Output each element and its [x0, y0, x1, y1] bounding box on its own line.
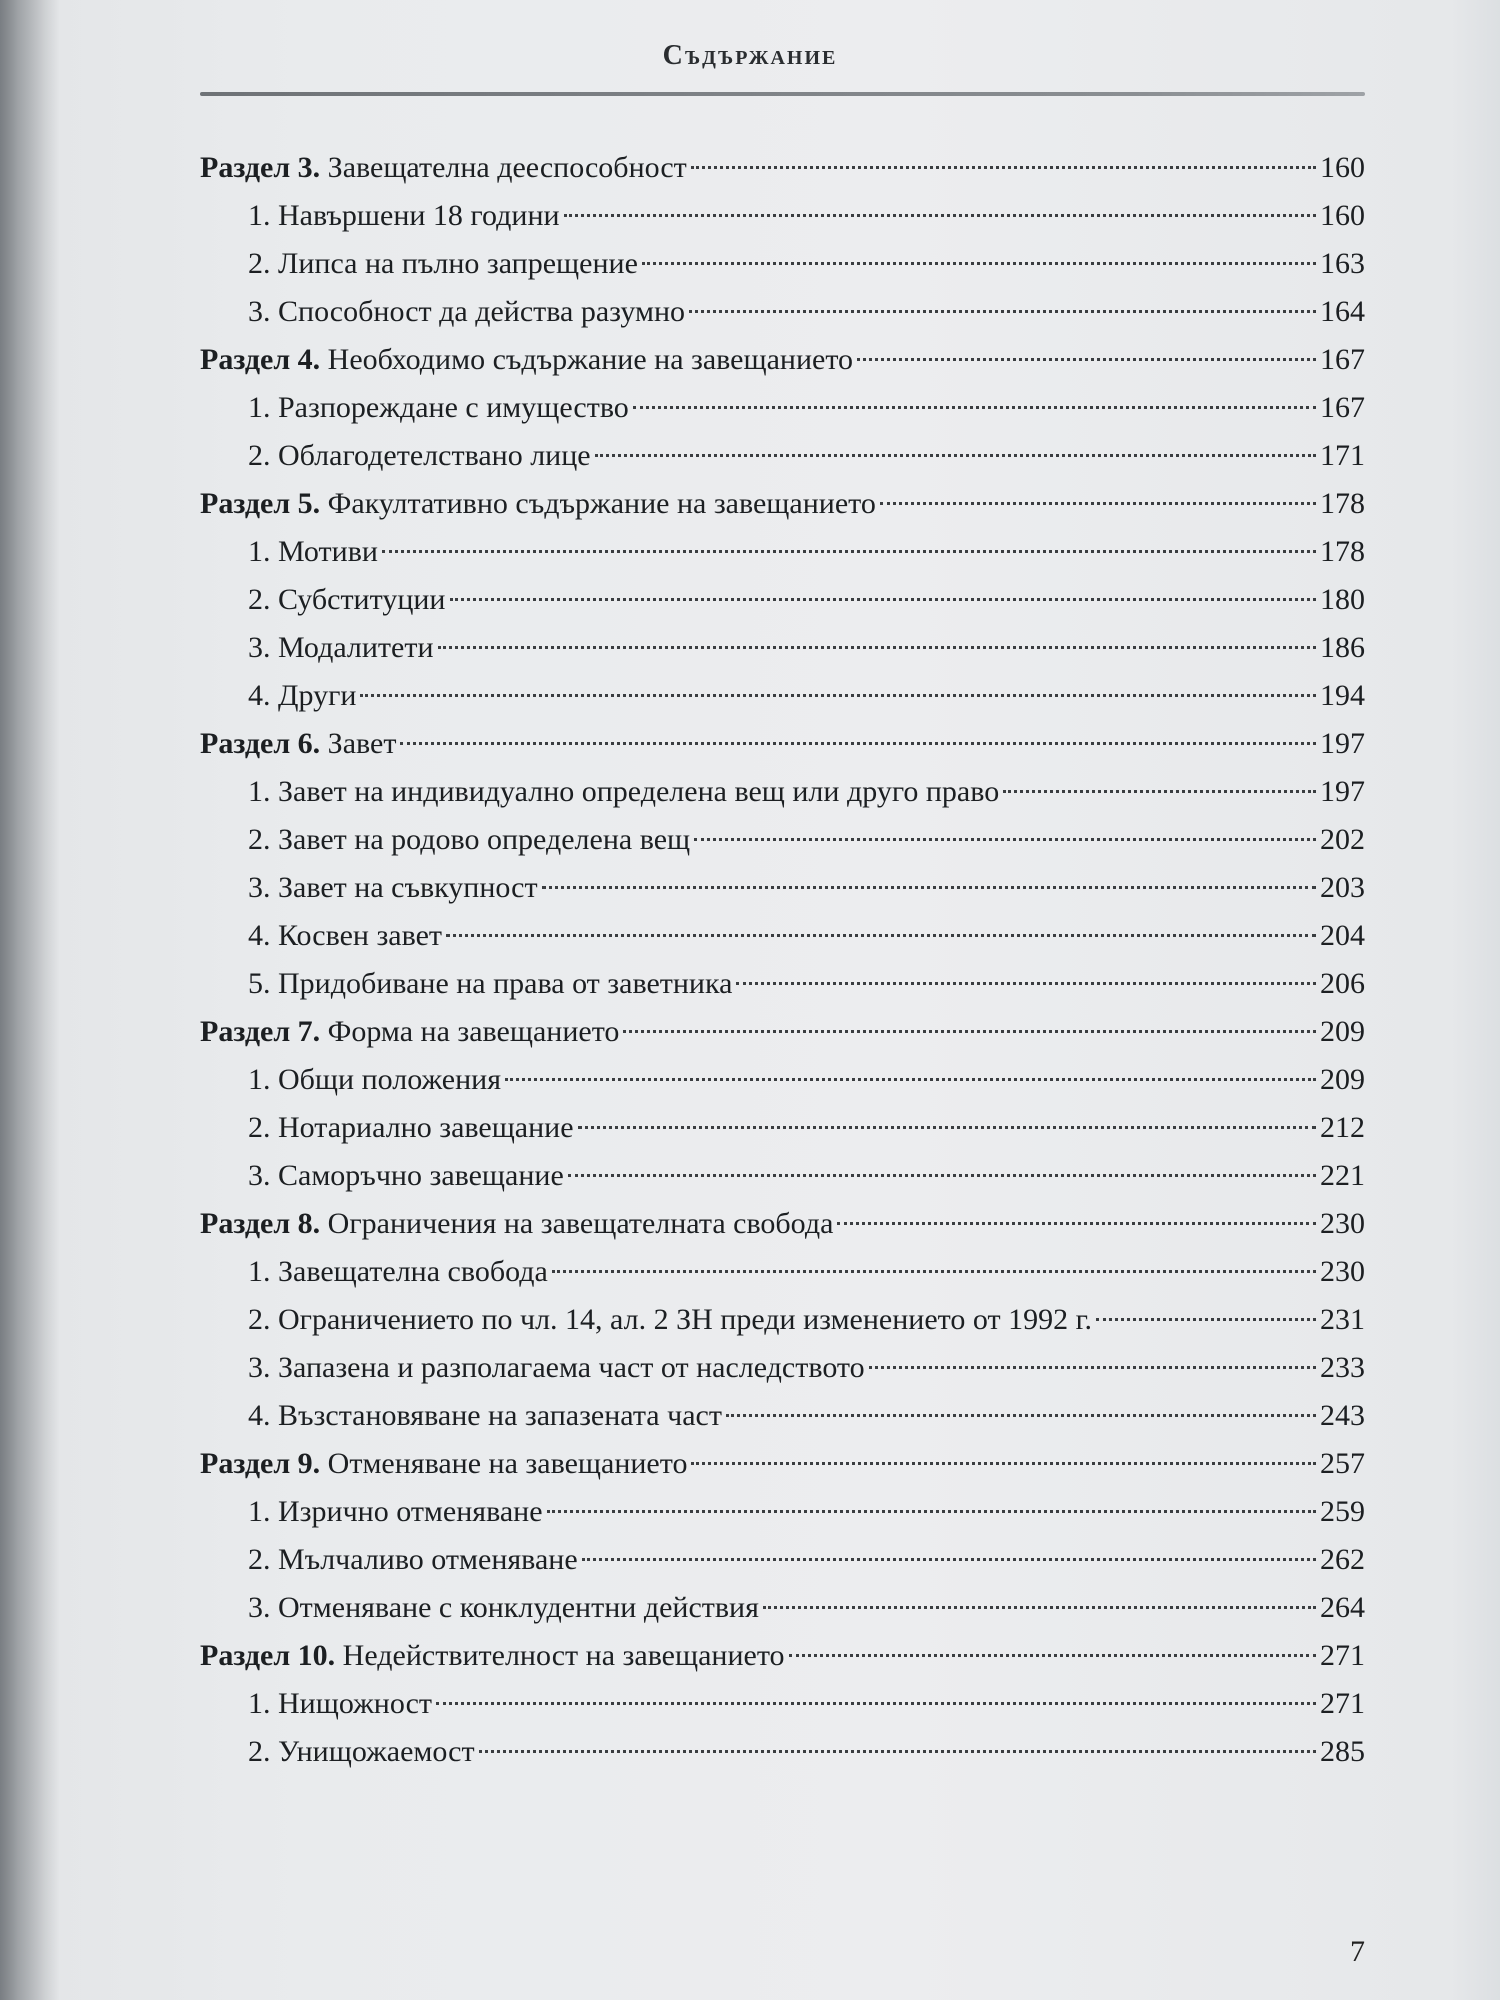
toc-entry-title: Завет на родово определена вещ: [278, 823, 691, 856]
toc-entry-title: Ограничения на завещателната свобода: [327, 1207, 834, 1240]
toc-entry-title: Факултативно съдържание на завещанието: [327, 487, 876, 520]
toc-entry-title: Завет: [327, 727, 397, 760]
toc-entry-title: Завещателна дееспособност: [327, 151, 687, 184]
toc-entry-title: Изрично отменяване: [278, 1495, 543, 1528]
toc-entry-label: [200, 720, 396, 768]
toc-item-number: 3.: [248, 1159, 271, 1192]
toc-entry-title: Нищожност: [278, 1687, 433, 1720]
toc-entry-label: [200, 336, 853, 384]
toc-entry-title: Косвен завет: [278, 919, 443, 952]
toc-entry-title: Завещателна свобода: [278, 1255, 548, 1288]
toc-entry-label: [248, 672, 356, 720]
toc-entry-title: Способност да действа разумно: [278, 295, 686, 328]
toc-entry-title: Възстановяване на запазената част: [278, 1399, 722, 1432]
toc-section-prefix: Раздел 5.: [200, 487, 321, 520]
toc-subsection-row: [200, 1680, 1365, 1728]
running-head-title: Съдържание: [662, 40, 838, 71]
toc-entry-title: Общи положения: [278, 1063, 502, 1096]
toc-entry-title: Завет на индивидуално определена вещ или друго право: [278, 775, 1000, 808]
toc-entry-label: [248, 192, 560, 240]
toc-entry-title: Мълчаливо отменяване: [278, 1543, 578, 1576]
toc-item-number: 2.: [248, 823, 271, 856]
toc-item-number: 3.: [248, 1591, 271, 1624]
toc-entry-title: Навършени 18 години: [278, 199, 560, 232]
toc-subsection-row: [200, 1104, 1365, 1152]
toc-subsection-row: [200, 960, 1365, 1008]
toc-section-row: [200, 720, 1365, 768]
toc-subsection-row: [200, 384, 1365, 432]
toc-subsection-row: [200, 624, 1365, 672]
toc-item-number: 3.: [248, 295, 271, 328]
toc-entry-title: Нотариално завещание: [278, 1111, 574, 1144]
toc-section-row: [200, 1440, 1365, 1488]
toc-item-number: 1.: [248, 199, 271, 232]
toc-subsection-row: [200, 912, 1365, 960]
toc-subsection-row: [200, 1056, 1365, 1104]
toc-entry-label: [248, 384, 629, 432]
toc-entry-title: Модалитети: [278, 631, 434, 664]
toc-page-number: 164: [1320, 295, 1365, 328]
toc-page-number: 197: [1320, 775, 1365, 808]
toc-entry-label: [248, 288, 685, 336]
dot-leader: [726, 1414, 1316, 1417]
toc-entry-title: Отменяване с конклудентни действия: [278, 1591, 759, 1624]
toc-section-prefix: Раздел 6.: [200, 727, 321, 760]
toc-entry-title: Ограничението по чл. 14, ал. 2 ЗН преди изменението от 1992 г.: [278, 1303, 1093, 1336]
dot-leader: [479, 1750, 1316, 1753]
toc-entry-title: Недействителност на завещанието: [342, 1639, 785, 1672]
toc-item-number: 2.: [248, 1735, 271, 1768]
toc-subsection-row: [200, 1488, 1365, 1536]
dot-leader: [837, 1222, 1316, 1225]
toc-page-number: 202: [1320, 823, 1365, 856]
toc-entry-label: [200, 1440, 687, 1488]
toc-item-number: 2.: [248, 583, 271, 616]
toc-section-row: [200, 1200, 1365, 1248]
toc-entry-label: [200, 1008, 619, 1056]
dot-leader: [857, 358, 1316, 361]
dot-leader: [400, 742, 1316, 745]
toc-section-prefix: Раздел 10.: [200, 1639, 336, 1672]
toc-entry-label: [248, 240, 638, 288]
toc-subsection-row: [200, 864, 1365, 912]
toc-entry-title: Придобиване на права от заветника: [278, 967, 733, 1000]
toc-entry-label: [248, 1152, 564, 1200]
toc-item-number: 1.: [248, 1255, 271, 1288]
dot-leader: [691, 166, 1316, 169]
toc-entry-label: [200, 144, 687, 192]
dot-leader: [505, 1078, 1316, 1081]
toc-section-prefix: Раздел 8.: [200, 1207, 321, 1240]
toc-subsection-row: [200, 1248, 1365, 1296]
toc-page-number: 160: [1320, 199, 1365, 232]
dot-leader: [642, 262, 1316, 265]
toc-item-number: 2.: [248, 439, 271, 472]
toc-page-number: 171: [1320, 439, 1365, 472]
toc-page-number: 186: [1320, 631, 1365, 664]
toc-section-prefix: Раздел 4.: [200, 343, 321, 376]
toc-page-number: 257: [1320, 1447, 1365, 1480]
toc-entry-title: Унищожаемост: [278, 1735, 475, 1768]
toc-page-number: 271: [1320, 1687, 1365, 1720]
dot-leader: [691, 1462, 1316, 1465]
toc-entry-title: Мотиви: [278, 535, 378, 568]
toc-entry-label: [248, 1680, 432, 1728]
toc-entry-label: [248, 1488, 543, 1536]
dot-leader: [623, 1030, 1316, 1033]
toc-item-number: 2.: [248, 1543, 271, 1576]
toc-entry-title: Необходимо съдържание на завещанието: [327, 343, 854, 376]
toc-item-number: 1.: [248, 775, 271, 808]
toc-entry-label: [248, 816, 690, 864]
toc-entry-label: [248, 1104, 574, 1152]
toc-page-number: 209: [1320, 1015, 1365, 1048]
dot-leader: [578, 1126, 1316, 1129]
toc-item-number: 2.: [248, 1303, 271, 1336]
toc-page-number: 203: [1320, 871, 1365, 904]
toc-item-number: 2.: [248, 1111, 271, 1144]
toc-item-number: 5.: [248, 967, 271, 1000]
toc-entry-label: [248, 864, 538, 912]
toc-subsection-row: [200, 1728, 1365, 1776]
toc-page-number: 194: [1320, 679, 1365, 712]
toc-subsection-row: [200, 576, 1365, 624]
toc-page-number: 212: [1320, 1111, 1365, 1144]
toc-entry-title: Липса на пълно запрещение: [278, 247, 638, 280]
toc-page-number: 243: [1320, 1399, 1365, 1432]
dot-leader: [633, 406, 1316, 409]
toc-entry-title: Саморъчно завещание: [278, 1159, 564, 1192]
toc-entry-label: [248, 528, 378, 576]
dot-leader: [542, 886, 1316, 889]
dot-leader: [880, 502, 1316, 505]
toc-subsection-row: [200, 432, 1365, 480]
dot-leader: [568, 1174, 1316, 1177]
toc-entry-label: [248, 912, 442, 960]
dot-leader: [789, 1654, 1316, 1657]
toc-subsection-row: [200, 1344, 1365, 1392]
page-number: 7: [1350, 1935, 1365, 1968]
toc-entry-label: [248, 576, 446, 624]
toc-page-number: 204: [1320, 919, 1365, 952]
toc-item-number: 1.: [248, 535, 271, 568]
toc-item-number: 3.: [248, 1351, 271, 1384]
toc-page-number: 230: [1320, 1255, 1365, 1288]
toc-page-number: 264: [1320, 1591, 1365, 1624]
toc-entry-title: Други: [278, 679, 357, 712]
toc-entry-label: [248, 960, 732, 1008]
toc-entry-title: Разпореждане с имущество: [278, 391, 629, 424]
toc-page-number: 209: [1320, 1063, 1365, 1096]
toc-subsection-row: [200, 672, 1365, 720]
toc-page-number: 167: [1320, 391, 1365, 424]
toc-section-row: [200, 480, 1365, 528]
dot-leader: [595, 454, 1316, 457]
dot-leader: [694, 838, 1316, 841]
dot-leader: [547, 1510, 1316, 1513]
dot-leader: [689, 310, 1316, 313]
toc-item-number: 4.: [248, 919, 271, 952]
toc-page-number: 178: [1320, 535, 1365, 568]
dot-leader: [438, 646, 1316, 649]
toc-section-prefix: Раздел 3.: [200, 151, 321, 184]
toc-entry-label: [248, 1584, 759, 1632]
toc-entry-label: [248, 1248, 548, 1296]
toc-page-number: 271: [1320, 1639, 1365, 1672]
toc-page-number: 160: [1320, 151, 1365, 184]
toc-entry-title: Запазена и разполагаема част от наследството: [278, 1351, 865, 1384]
toc-item-number: 4.: [248, 1399, 271, 1432]
toc-subsection-row: [200, 816, 1365, 864]
toc-entry-label: [248, 768, 999, 816]
toc-subsection-row: [200, 1584, 1365, 1632]
toc-section-row: [200, 1632, 1365, 1680]
dot-leader: [436, 1702, 1316, 1705]
toc-entry-label: [248, 432, 591, 480]
toc-item-number: 3.: [248, 631, 271, 664]
toc-item-number: 1.: [248, 391, 271, 424]
toc-entry-label: [248, 1296, 1092, 1344]
toc-page-number: 233: [1320, 1351, 1365, 1384]
dot-leader: [446, 934, 1316, 937]
toc-page-number: 197: [1320, 727, 1365, 760]
dot-leader: [382, 550, 1316, 553]
toc-entry-label: [200, 1200, 833, 1248]
toc-item-number: 4.: [248, 679, 271, 712]
toc-entry-label: [248, 1392, 722, 1440]
toc-item-number: 2.: [248, 247, 271, 280]
toc-subsection-row: [200, 192, 1365, 240]
toc-section-row: [200, 336, 1365, 384]
toc-entry-title: Форма на завещанието: [327, 1015, 620, 1048]
toc-page-number: 163: [1320, 247, 1365, 280]
toc-subsection-row: [200, 288, 1365, 336]
table-of-contents: [200, 144, 1365, 1776]
toc-page-number: 206: [1320, 967, 1365, 1000]
dot-leader: [763, 1606, 1316, 1609]
toc-entry-title: Субституции: [278, 583, 446, 616]
dot-leader: [564, 214, 1316, 217]
toc-entry-label: [200, 1632, 785, 1680]
toc-entry-title: Облагодетелствано лице: [278, 439, 591, 472]
toc-subsection-row: [200, 1152, 1365, 1200]
toc-subsection-row: [200, 1536, 1365, 1584]
toc-page-number: 259: [1320, 1495, 1365, 1528]
dot-leader: [1003, 790, 1316, 793]
toc-subsection-row: [200, 240, 1365, 288]
header-rule: [200, 92, 1365, 96]
toc-entry-label: [248, 1728, 475, 1776]
toc-page-number: 285: [1320, 1735, 1365, 1768]
toc-page-number: 180: [1320, 583, 1365, 616]
toc-item-number: 1.: [248, 1063, 271, 1096]
dot-leader: [736, 982, 1316, 985]
toc-page-number: 230: [1320, 1207, 1365, 1240]
dot-leader: [552, 1270, 1316, 1273]
toc-entry-label: [248, 624, 434, 672]
toc-section-row: [200, 1008, 1365, 1056]
toc-entry-label: [248, 1056, 501, 1104]
dot-leader: [360, 694, 1316, 697]
toc-item-number: 1.: [248, 1687, 271, 1720]
toc-entry-title: Завет на съвкупност: [278, 871, 538, 904]
toc-section-prefix: Раздел 9.: [200, 1447, 321, 1480]
dot-leader: [1096, 1318, 1316, 1321]
toc-section-row: [200, 144, 1365, 192]
toc-entry-label: [248, 1344, 865, 1392]
dot-leader: [869, 1366, 1316, 1369]
toc-subsection-row: [200, 768, 1365, 816]
toc-entry-title: Отменяване на завещанието: [327, 1447, 688, 1480]
toc-page-number: 262: [1320, 1543, 1365, 1576]
toc-item-number: 3.: [248, 871, 271, 904]
toc-page-number: 167: [1320, 343, 1365, 376]
toc-section-prefix: Раздел 7.: [200, 1015, 321, 1048]
toc-entry-label: [200, 480, 876, 528]
dot-leader: [582, 1558, 1316, 1561]
toc-item-number: 1.: [248, 1495, 271, 1528]
toc-subsection-row: [200, 1296, 1365, 1344]
toc-page-number: 231: [1320, 1303, 1365, 1336]
toc-page-number: 178: [1320, 487, 1365, 520]
toc-subsection-row: [200, 1392, 1365, 1440]
toc-page-number: 221: [1320, 1159, 1365, 1192]
binding-shadow: [0, 0, 60, 2000]
toc-subsection-row: [200, 528, 1365, 576]
toc-entry-label: [248, 1536, 578, 1584]
dot-leader: [450, 598, 1317, 601]
